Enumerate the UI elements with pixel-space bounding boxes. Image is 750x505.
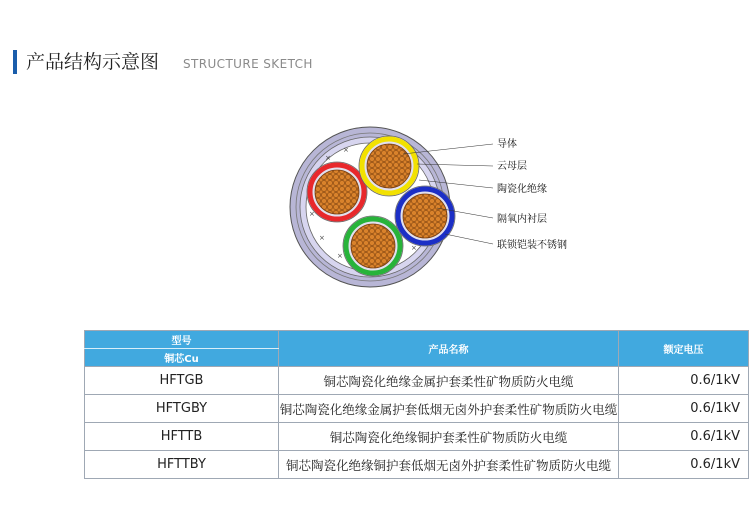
conductor-strands	[403, 194, 447, 238]
section-title: 产品结构示意图	[26, 51, 160, 73]
filler-mark: ×	[309, 210, 315, 218]
cell-voltage: 0.6/1kV	[619, 395, 749, 423]
title-accent-bar	[13, 50, 17, 74]
product-spec-table	[84, 330, 749, 479]
cell-product-name: 铜芯陶瓷化绝缘铜护套柔性矿物质防火电缆	[279, 423, 619, 451]
conductor-strands	[351, 224, 395, 268]
cell-model: HFTGBY	[85, 395, 279, 423]
header-model: 型号	[85, 331, 279, 349]
cell-voltage: 0.6/1kV	[619, 451, 749, 479]
header-model-material: 铜芯Cu	[85, 349, 279, 367]
label-ceramic-insulation: 陶瓷化绝缘	[497, 184, 547, 195]
cell-product-name: 铜芯陶瓷化绝缘金属护套低烟无卤外护套柔性矿物质防火电缆	[279, 395, 619, 423]
conductor-strands	[315, 170, 359, 214]
leader-line	[445, 234, 493, 244]
filler-mark: ×	[411, 244, 417, 252]
cell-voltage: 0.6/1kV	[619, 367, 749, 395]
cell-model: HFTGB	[85, 367, 279, 395]
label-mica-layer: 云母层	[497, 161, 527, 172]
filler-mark: ×	[325, 154, 331, 162]
label-oxygen-barrier: 隔氧内衬层	[497, 214, 547, 225]
cell-product-name: 铜芯陶瓷化绝缘金属护套柔性矿物质防火电缆	[279, 367, 619, 395]
table-row	[85, 451, 749, 479]
cell-model: HFTTB	[85, 423, 279, 451]
cell-voltage: 0.6/1kV	[619, 423, 749, 451]
section-subtitle: STRUCTURE SKETCH	[183, 57, 313, 71]
conductor-strands	[367, 144, 411, 188]
label-interlocked-armor: 联锁铠装不锈钢	[497, 240, 567, 251]
cell-product-name: 铜芯陶瓷化绝缘铜护套低烟无卤外护套柔性矿物质防火电缆	[279, 451, 619, 479]
filler-mark: ×	[319, 234, 325, 242]
filler-mark: ×	[337, 252, 343, 260]
cell-model: HFTTBY	[85, 451, 279, 479]
table-row	[85, 423, 749, 451]
label-conductor: 导体	[497, 139, 517, 150]
cable-cross-section-diagram	[285, 120, 585, 320]
header-product-name: 产品名称	[279, 331, 619, 367]
header-rated-voltage: 额定电压	[619, 331, 749, 367]
filler-mark: ×	[343, 146, 349, 154]
table-row	[85, 395, 749, 423]
table-row	[85, 367, 749, 395]
